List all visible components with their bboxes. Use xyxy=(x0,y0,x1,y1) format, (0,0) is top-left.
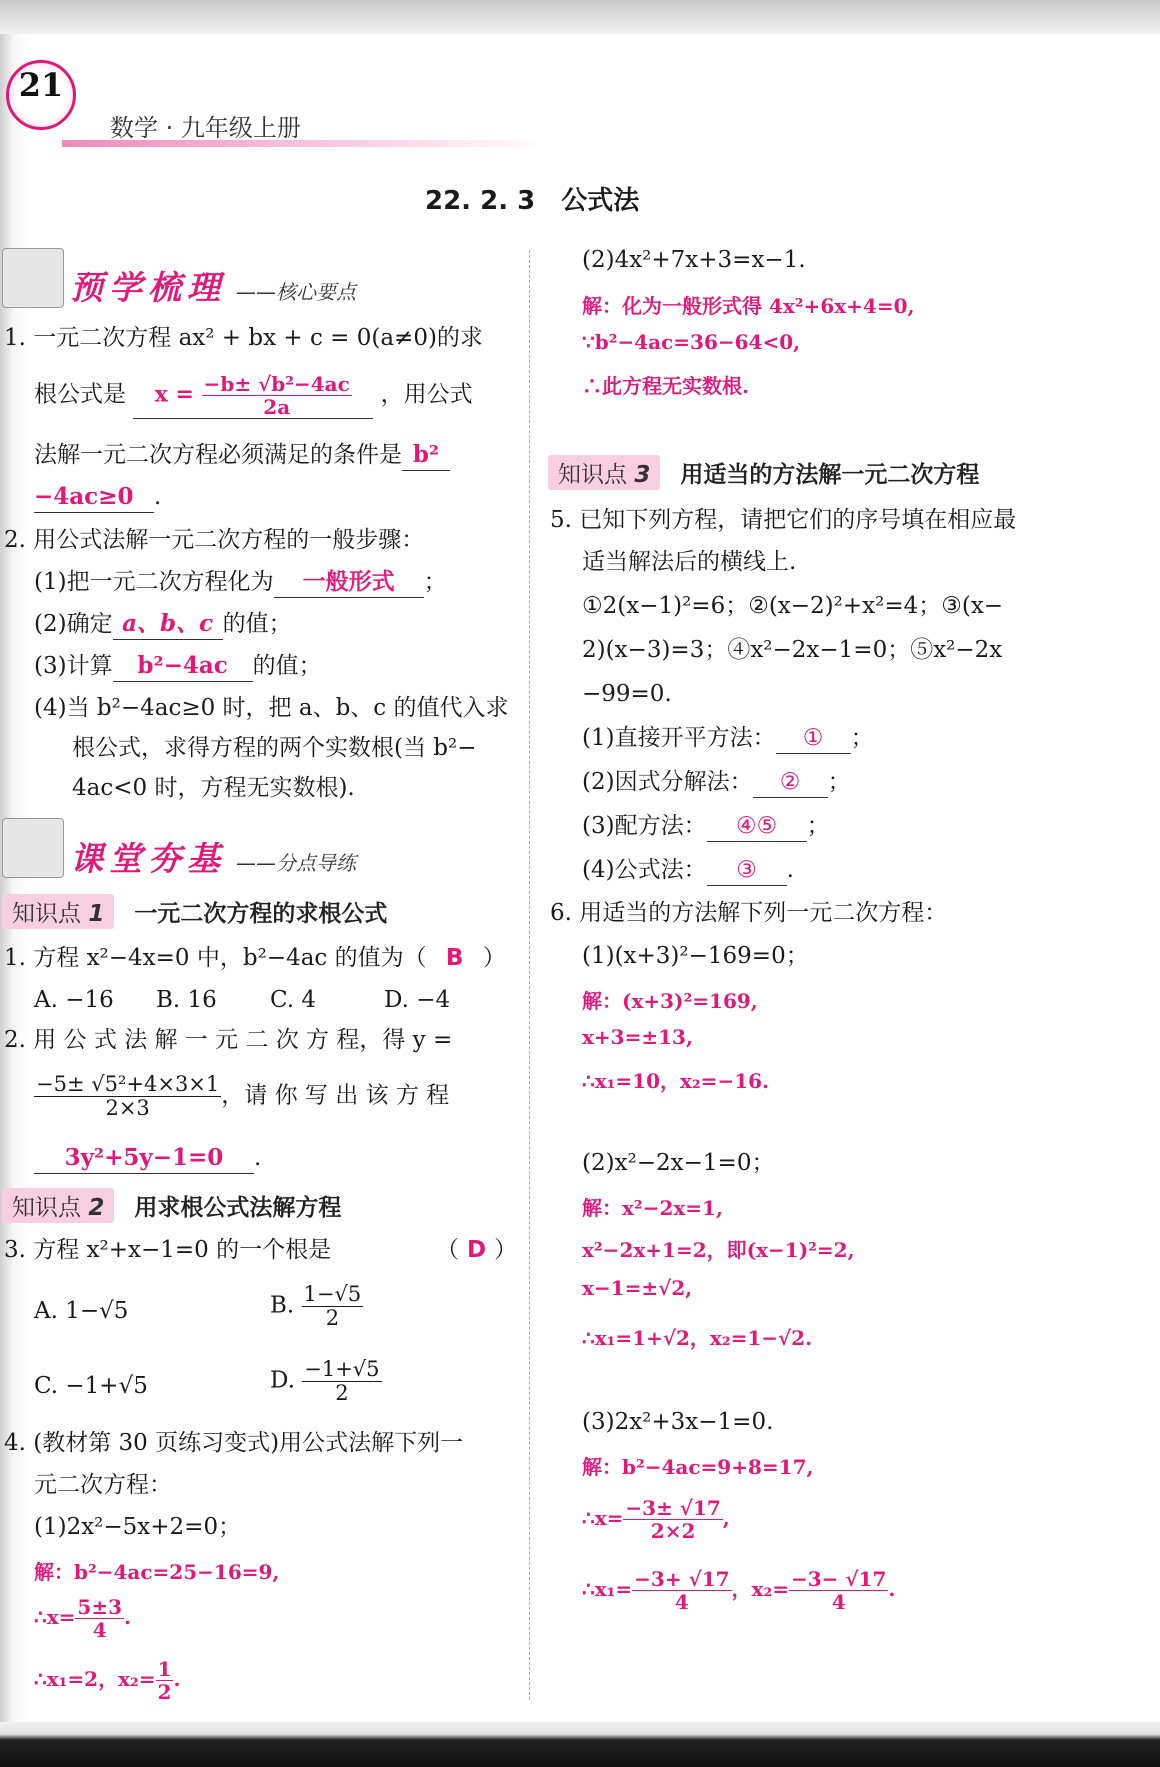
steps-title: 2. 用公式法解一元二次方程的一般步骤： xyxy=(4,527,425,553)
e4-sol1: 解：b²−4ac=25−16=9, xyxy=(34,1560,280,1584)
q1-label: 根公式是 xyxy=(34,381,126,408)
e4-sol2-den: 4 xyxy=(92,1618,107,1642)
e4-sol3-num: 1 xyxy=(157,1657,172,1681)
e1-close: ） xyxy=(482,945,506,971)
e6-part3-sol1: 解：b²−4ac=9+8=17, xyxy=(582,1455,814,1479)
e4-part2-sol1: 解：化为一般形式得 4x²+6x+4=0, xyxy=(582,294,915,318)
kp1-title: 一元二次方程的求根公式 xyxy=(134,901,388,927)
e4-sol3-pre: ∴x₁=2，x₂= xyxy=(34,1667,156,1691)
e3-d-label: D. xyxy=(270,1367,295,1394)
e5-line4: 2)(x−3)=3；④x²−2x−1=0；⑤x²−2x xyxy=(582,637,1003,663)
kp3-tag: 知识点 3 xyxy=(548,455,660,490)
e4-line2: 元二次方程： xyxy=(34,1472,172,1498)
e6-p3b-den: 2×2 xyxy=(650,1519,696,1543)
e5-line2: 适当解法后的横线上. xyxy=(582,549,797,575)
e1-stem xyxy=(4,943,506,973)
e6-p3b-pre: ∴x= xyxy=(582,1506,624,1530)
top-edge xyxy=(0,0,1160,34)
e5-method2 xyxy=(582,767,851,798)
e3-d-den: 2 xyxy=(335,1381,349,1406)
step3-text: (3)计算 xyxy=(34,653,113,679)
e4-sol2 xyxy=(34,1596,131,1641)
e5-semi1: ； xyxy=(850,725,874,751)
step1-answer: 一般形式 xyxy=(274,567,424,598)
q1-line3-text: 法解一元二次方程必须满足的条件是 xyxy=(34,442,402,468)
kp1-tag: 知识点 1 xyxy=(2,894,114,929)
backpack-icon xyxy=(2,818,64,878)
e5-method1-answer: ① xyxy=(776,723,851,754)
e5-method4-answer: ③ xyxy=(707,855,787,886)
e3-bracket xyxy=(436,1235,517,1265)
q1-line4 xyxy=(34,482,161,513)
e6-part1-sol2: x+3=±13, xyxy=(582,1025,693,1049)
e6-part3-sol3 xyxy=(582,1568,895,1613)
e6-part2-sol2: x²−2x+1=2，即(x−1)²=2, xyxy=(582,1238,855,1262)
e2-denominator: 2×3 xyxy=(105,1096,150,1121)
q1-line2-post: ，用公式 xyxy=(380,381,473,408)
bottom-edge xyxy=(0,1722,1160,1767)
e3-open: （ xyxy=(436,1237,459,1263)
e5-method4 xyxy=(582,855,794,886)
e6-part2-sol3: x−1=±√2, xyxy=(582,1276,693,1300)
e5-line3: ①2(x−1)²=6；②(x−2)²+x²=4；③(x− xyxy=(582,593,1004,619)
e6-p3c-mid: ，x₂= xyxy=(731,1577,789,1601)
preview-title: 预学梳理 xyxy=(70,268,226,307)
class-subtitle: ——分点导练 xyxy=(236,851,356,875)
e4-part2-sol3: ∴此方程无实数根. xyxy=(582,374,749,398)
page-number: 21 xyxy=(18,66,64,104)
step1-post: ； xyxy=(423,569,447,595)
e6-p3c-den2: 4 xyxy=(831,1590,846,1614)
e3-d-num: −1+√5 xyxy=(304,1357,380,1381)
step4-line3: 4ac<0 时，方程无实数根). xyxy=(72,775,355,801)
e6-part3: (3)2x²+3x−1=0. xyxy=(582,1409,774,1435)
e6-p3c-num2: −3− √17 xyxy=(791,1567,887,1591)
e4-sol2-num: 5±3 xyxy=(77,1595,122,1619)
e2-line3 xyxy=(34,1143,261,1174)
step3-post: 的值； xyxy=(252,653,322,679)
e2-line2-post: ，请 你 写 出 该 方 程 xyxy=(221,1082,450,1109)
book-title: 数学 · 九年级上册 xyxy=(110,114,301,142)
e1-option-b: B. 16 xyxy=(156,987,217,1013)
e6-part2: (2)x²−2x−1=0； xyxy=(582,1150,775,1176)
knowledge-point-1 xyxy=(2,894,387,929)
e4-sol3-post: . xyxy=(173,1667,181,1691)
e5-method3 xyxy=(582,811,830,842)
e6-part1-sol3: ∴x₁=10，x₂=−16. xyxy=(582,1069,769,1093)
e5-method2-label: (2)因式分解法： xyxy=(582,769,753,795)
school-icon xyxy=(2,248,64,308)
q1-line1: 1. 一元二次方程 ax² + bx + c = 0(a≠0)的求 xyxy=(4,325,483,351)
e2-line2 xyxy=(34,1073,449,1120)
e5-method4-label: (4)公式法： xyxy=(582,857,707,883)
kp3-title: 用适当的方法解一元二次方程 xyxy=(680,462,980,488)
step4-line1: (4)当 b²−4ac≥0 时，把 a、b、c 的值代入求 xyxy=(34,695,509,721)
e5-line1: 5. 已知下列方程，请把它们的序号填在相应最 xyxy=(550,507,1017,533)
e1-stem-text: 1. 方程 x²−4x=0 中，b²−4ac 的值为（ xyxy=(4,945,427,971)
preview-subtitle: ——核心要点 xyxy=(236,280,356,304)
step2-text: (2)确定 xyxy=(34,611,113,637)
e6-part2-sol1: 解：x²−2x=1, xyxy=(582,1196,723,1220)
e6-part1: (1)(x+3)²−169=0； xyxy=(582,943,809,969)
q1-condition-part1: b² xyxy=(402,440,450,471)
step3 xyxy=(34,651,322,682)
column-divider xyxy=(529,250,530,1700)
e3-option-a: A. 1−√5 xyxy=(34,1298,129,1324)
e6-stem: 6. 用适当的方法解下列一元二次方程： xyxy=(550,900,948,926)
e6-p3c-post: . xyxy=(888,1577,896,1601)
e3-answer: D xyxy=(467,1237,487,1263)
e6-p3c-pre: ∴x₁= xyxy=(582,1577,633,1601)
e6-part1-sol1: 解：(x+3)²=169, xyxy=(582,989,758,1013)
e4-part2: (2)4x²+7x+3=x−1. xyxy=(582,247,806,273)
e1-option-c: C. 4 xyxy=(270,987,317,1013)
step1 xyxy=(34,567,447,598)
section-title: 22. 2. 3 公式法 xyxy=(425,186,640,216)
step2-answer: a、b、c xyxy=(113,609,223,640)
e5-method3-label: (3)配方法： xyxy=(582,813,707,839)
e4-part1: (1)2x²−5x+2=0； xyxy=(34,1514,242,1540)
e6-part2-sol4: ∴x₁=1+√2，x₂=1−√2. xyxy=(582,1326,813,1350)
step3-answer: b²−4ac xyxy=(113,651,253,682)
e5-semi3: ； xyxy=(806,813,830,839)
e5-semi2: ； xyxy=(827,769,851,795)
e5-method1 xyxy=(582,723,874,754)
q1-line3 xyxy=(34,440,450,471)
e1-option-a: A. −16 xyxy=(34,987,114,1013)
e3-b-den: 2 xyxy=(325,1306,340,1331)
e4-sol2-post: . xyxy=(124,1605,131,1629)
step2-post: 的值； xyxy=(222,611,292,637)
e5-method1-label: (1)直接开平方法： xyxy=(582,725,776,751)
e6-p3c-num1: −3+ √17 xyxy=(634,1567,730,1591)
e6-p3c-den1: 4 xyxy=(674,1590,689,1614)
e1-answer: B xyxy=(445,945,464,971)
e3-option-d xyxy=(270,1358,382,1405)
q1-condition-part2: −4ac≥0 xyxy=(34,482,154,513)
e5-method2-answer: ② xyxy=(753,767,828,798)
e5-method3-answer: ④⑤ xyxy=(707,811,807,842)
e2-answer: 3y²+5y−1=0 xyxy=(34,1143,254,1174)
q1-formula-blank: x = $\frac{\text{−b± √b²−4ac}}{2a}$ xyxy=(133,373,373,419)
e4-line1: 4. (教材第 30 页练习变式)用公式法解下列一 xyxy=(4,1430,464,1456)
e4-sol3-den: 2 xyxy=(157,1680,172,1704)
class-title: 课堂夯基 xyxy=(70,839,226,878)
e3-b-label: B. xyxy=(270,1292,295,1319)
kp2-title: 用求根公式法解方程 xyxy=(134,1195,342,1221)
step1-text: (1)把一元二次方程化为 xyxy=(34,569,274,595)
step4-line2: 根公式，求得方程的两个实数根(当 b²− xyxy=(72,735,477,761)
e4-part2-sol2: ∵b²−4ac=36−64<0, xyxy=(582,330,801,354)
e6-part3-sol2 xyxy=(582,1497,730,1542)
e3-option-c: C. −1+√5 xyxy=(34,1373,148,1399)
e3-option-b xyxy=(270,1283,363,1330)
e4-sol2-pre: ∴x= xyxy=(34,1605,76,1629)
q1-formula-numerator: −b± √b²−4ac xyxy=(203,372,350,396)
q1-formula-denominator: 2a xyxy=(263,395,291,419)
e1-option-d: D. −4 xyxy=(384,987,451,1013)
kp2-tag: 知识点 2 xyxy=(2,1188,114,1223)
step2 xyxy=(34,609,292,640)
e3-b-num: 1−√5 xyxy=(303,1282,362,1306)
e3-close: ） xyxy=(494,1237,518,1263)
e5-line5: −99=0. xyxy=(582,681,672,707)
e2-numerator: −5± √5²+4×3×1 xyxy=(36,1072,220,1096)
class-banner xyxy=(70,833,356,880)
e5-end: . xyxy=(786,857,794,883)
e2-line1: 2. 用 公 式 法 解 一 元 二 次 方 程，得 y = xyxy=(4,1027,453,1053)
e3-stem: 3. 方程 x²+x−1=0 的一个根是 xyxy=(4,1237,332,1263)
q1-line2 xyxy=(34,373,473,419)
q1-end: . xyxy=(154,484,162,510)
knowledge-point-3 xyxy=(548,455,979,490)
knowledge-point-2 xyxy=(2,1188,341,1223)
e4-sol3 xyxy=(34,1658,180,1703)
e6-p3b-num: −3± √17 xyxy=(625,1496,721,1520)
e2-end: . xyxy=(254,1145,262,1171)
preview-banner xyxy=(70,262,356,309)
e6-p3b-post: , xyxy=(722,1506,730,1530)
